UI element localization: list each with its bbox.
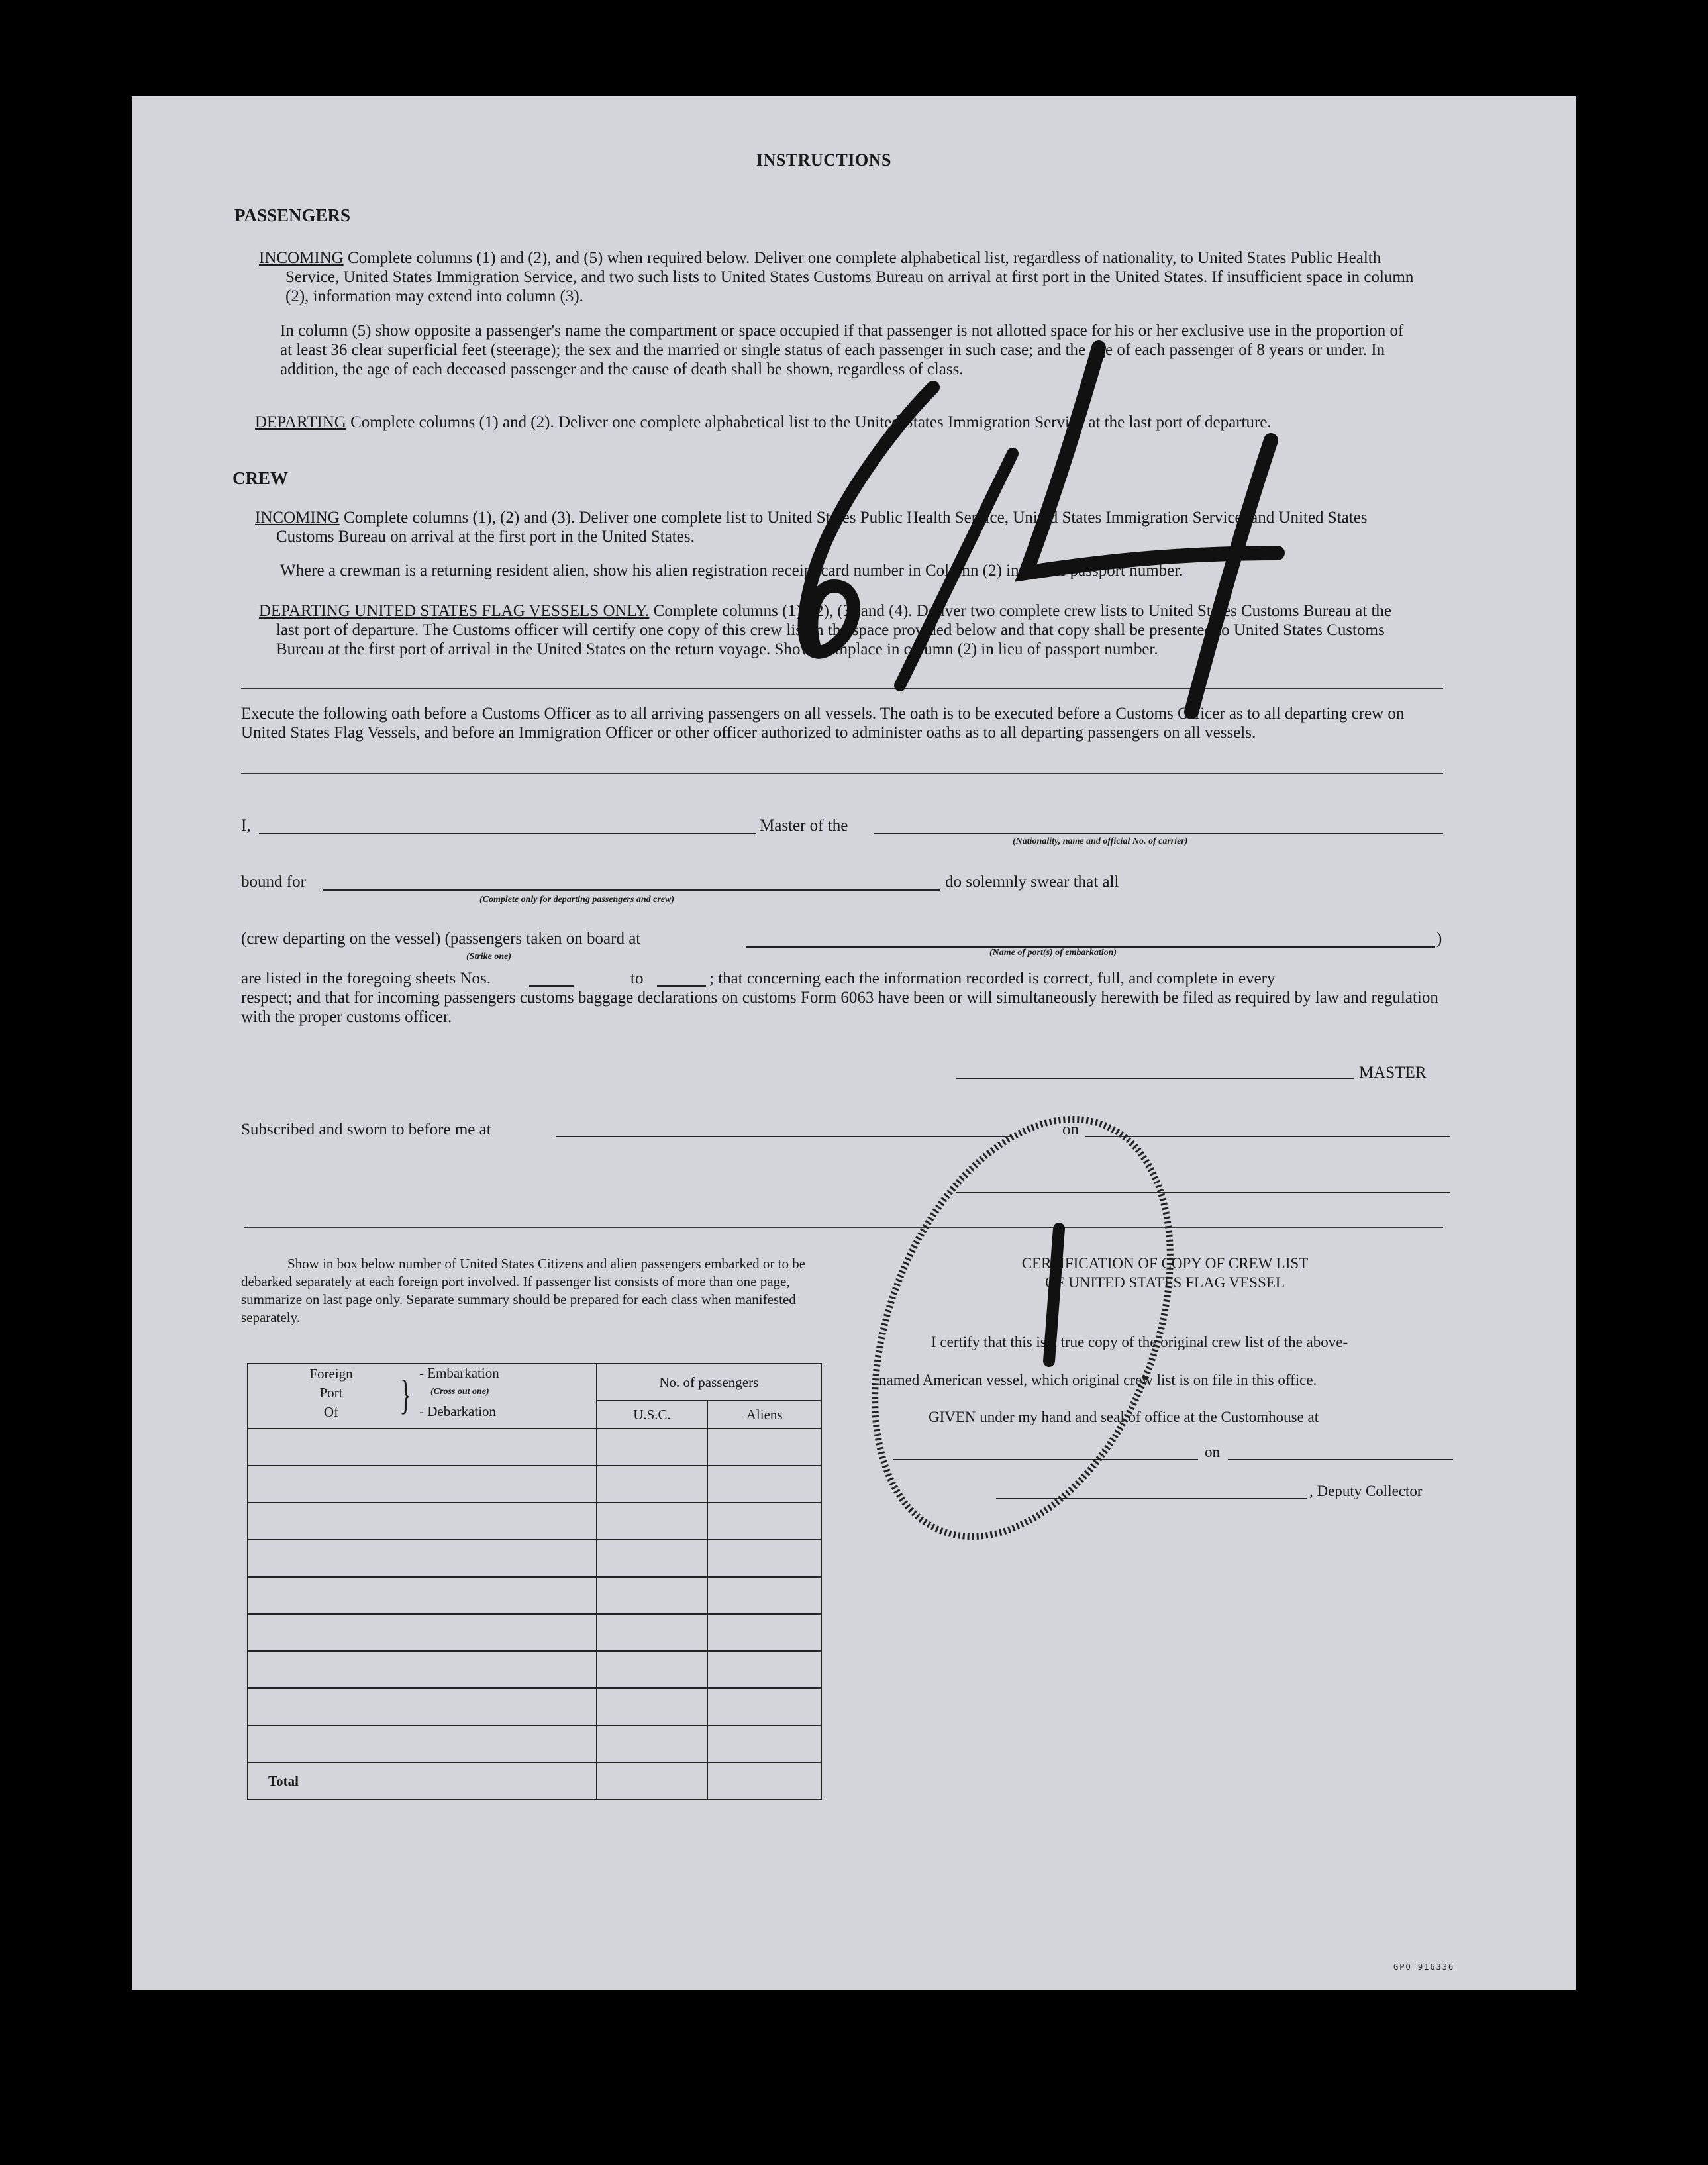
crew-heading: CREW <box>232 468 289 488</box>
embarkation-option[interactable]: - Embarkation <box>419 1365 499 1381</box>
passengers-departing-text: Complete columns (1) and (2). Deliver one complete alphabetical list to the United States Immigration Service at the last port of departure. <box>350 413 1272 431</box>
handwritten-one <box>1049 1229 1059 1361</box>
no-passengers-header: No. of passengers <box>597 1364 821 1401</box>
ports-caption: (Name of port(s) of embarkation) <box>989 948 1117 958</box>
certify-line1: I certify that this is a true copy of the original crew list of the above- <box>931 1334 1348 1350</box>
passengers-heading: PASSENGERS <box>234 205 351 225</box>
listed-text-b: ; that concerning each the information recorded is correct, full, and complete in every <box>709 970 1276 987</box>
handwriting-layer <box>132 96 1576 1990</box>
certification-title-line1: CERTIFICATION OF COPY OF CREW LIST <box>1021 1255 1309 1272</box>
crew-passengers-text: (crew departing on the vessel) (passengers taken on board at <box>241 930 641 948</box>
passengers-column5-text: In column (5) show opposite a passenger's name the compartment or space occupied if that passenger is not allotted space for his or her exclusive use in the proportion of at least 36 clear superficial feet (steerage); the sex and the married or single status of each passenger in such case; and the age of each passenger of 8 years or under. In addition, the age of each deceased passenger and the cause of death shall be shown, regardless of class. <box>280 322 1404 378</box>
cert-on-label: on <box>1205 1444 1220 1460</box>
crew-departing-label: DEPARTING UNITED STATES FLAG VESSELS ONLY. <box>259 602 650 620</box>
handwritten-four-stem <box>1191 440 1271 712</box>
nationality-caption: (Nationality, name and official No. of carrier) <box>1013 836 1188 846</box>
given-text: GIVEN under my hand and seal of office at the Customhouse at <box>929 1409 1319 1425</box>
debarkation-option[interactable]: - Debarkation <box>419 1403 497 1419</box>
handwritten-slash <box>900 454 1013 685</box>
strike-caption: (Strike one) <box>466 952 512 962</box>
bound-for-label: bound for <box>241 873 306 891</box>
certification-title-line2: OF UNITED STATES FLAG VESSEL <box>1045 1274 1285 1291</box>
close-paren: ) <box>1436 930 1442 948</box>
master-of-the-label: Master of the <box>760 817 848 834</box>
total-label: Total <box>248 1762 597 1799</box>
aliens-header: Aliens <box>707 1401 821 1429</box>
complete-caption: (Complete only for departing passengers and crew) <box>479 895 674 905</box>
master-label: MASTER <box>1359 1064 1427 1082</box>
port-label: Port <box>319 1385 343 1401</box>
foreign-label: Foreign <box>309 1366 353 1382</box>
certify-line2: named American vessel, which original crew list is on file in this office. <box>879 1372 1317 1388</box>
handwritten-circle <box>818 1076 1227 1580</box>
cross-out-caption: (Cross out one) <box>430 1387 489 1397</box>
listed-to: to <box>630 970 644 987</box>
subscribed-text: Subscribed and sworn to before me at <box>241 1121 491 1138</box>
oath-instructions-text: Execute the following oath before a Customs Officer as to all arriving passengers on all vessels. The oath is to be executed before a Customs Officer as to all departing crew on United States Flag Vessels, and before an Immigration Officer or other officer authorized to administer oaths as to all departing passengers on all vessels. <box>241 705 1405 742</box>
form-page <box>132 96 1576 1990</box>
passengers-incoming-text: Complete columns (1) and (2), and (5) when required below. Deliver one complete alphabetical list, regardless of nationality, to United States Public Health Service, United States Immigration Service, and two such lists to United States Customs Bureau on arrival at first port in the United States. If insufficient space in column (2), information may extend into column (3). <box>285 249 1414 305</box>
listed-text-a: are listed in the foregoing sheets Nos. <box>241 970 491 987</box>
summary-instructions-text: Show in box below number of United States Citizens and alien passengers embarked or to be debarked separately at each foreign port involved. If passenger list consists of more than one page, summarize on last page only. Separate summary should be prepared for each class when manifested separately. <box>241 1256 806 1325</box>
crew-departing-text: Complete columns (1), (2), (3) and (4). Deliver two complete crew lists to United States Customs Bureau at the last port of departure. The Customs officer will certify one copy of this crew list in the space provided below and that copy shall be presented to United States Customs Bureau at the first port of arrival in the United States on the return voyage. Show birthplace in column (2) in lieu of passport number. <box>276 602 1392 658</box>
crew-incoming-label: INCOMING <box>255 509 340 527</box>
brace-icon: } <box>399 1371 412 1418</box>
passengers-departing-label: DEPARTING <box>255 413 346 431</box>
gpo-code: GPO 916336 <box>1393 1962 1455 1972</box>
passengers-incoming-label: INCOMING <box>259 249 344 267</box>
crew-incoming-text: Complete columns (1), (2) and (3). Deliver one complete list to United States Public Health Service, United States Immigration Service, and United States Customs Bureau on arrival at the first port in the United States. <box>276 509 1368 546</box>
handwritten-six <box>805 387 933 652</box>
oath-i-label: I, <box>241 817 251 834</box>
deputy-collector-label: , Deputy Collector <box>1309 1483 1423 1499</box>
swear-text: do solemnly swear that all <box>945 873 1119 891</box>
of-label: Of <box>323 1404 339 1420</box>
sworn-on-label: on <box>1062 1121 1079 1138</box>
instructions-title: INSTRUCTIONS <box>756 150 891 170</box>
listed-rest-text: respect; and that for incoming passengers customs baggage declarations on customs Form 6063 have been or will simultaneously herewith be filed as required by law and regulation with the proper customs officer. <box>241 989 1438 1026</box>
crew-resident-text: Where a crewman is a returning resident alien, show his alien registration receipt card number in Column (2) in lieu of passport number. <box>280 562 1183 579</box>
usc-header: U.S.C. <box>597 1401 708 1429</box>
